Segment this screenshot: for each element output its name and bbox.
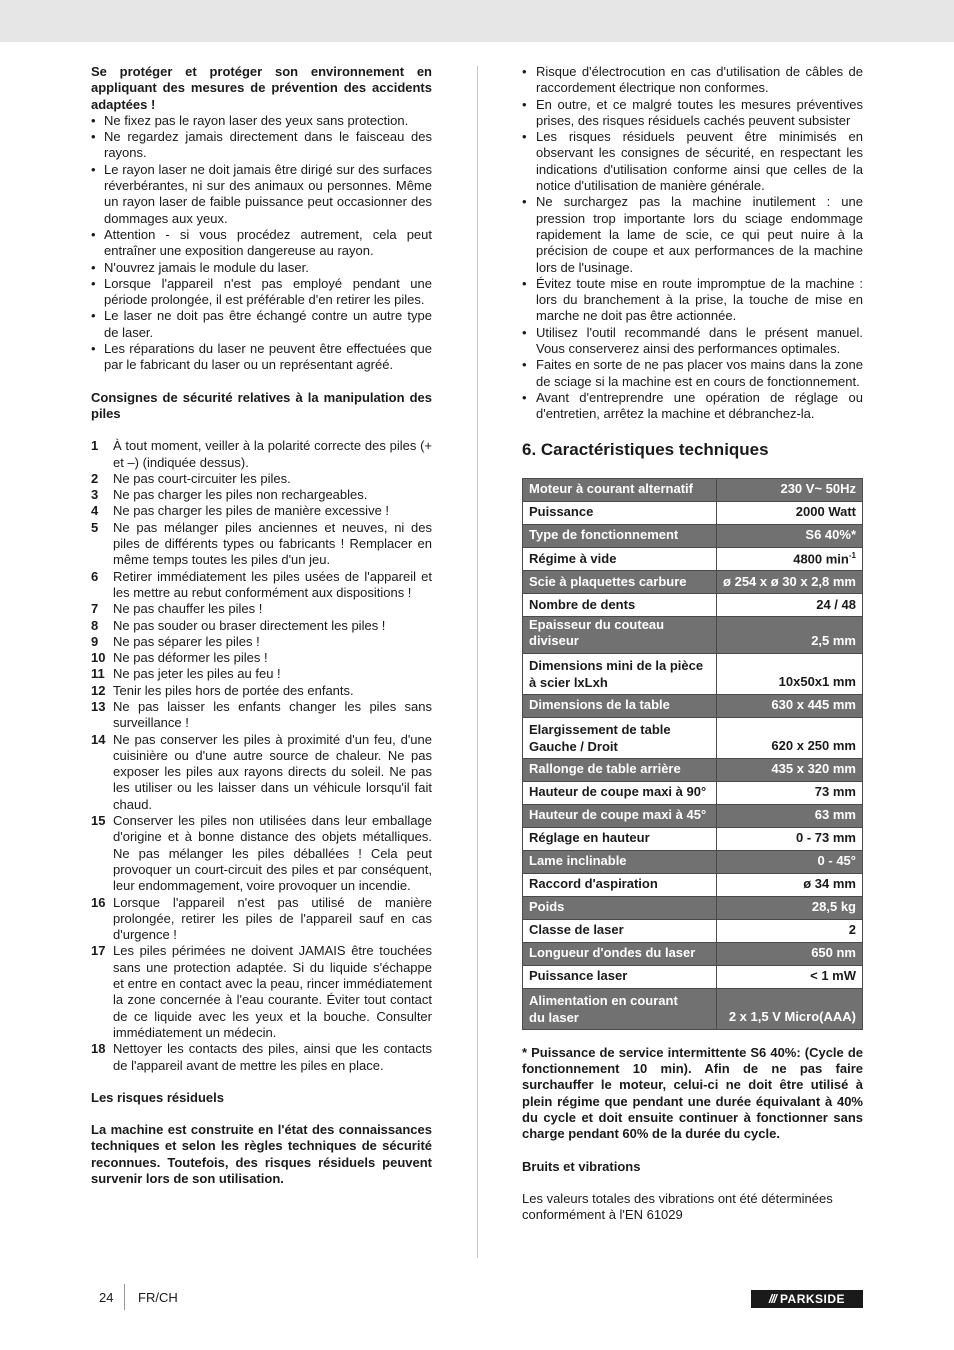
list-item <box>91 699 432 732</box>
logo-slashes: /// <box>768 1292 776 1306</box>
table-row <box>523 942 863 965</box>
list-item: • Ne surchargez pas la machine inutilement : une pression trop importante lors du sciage endommage rapidement la lame de scie, ce qui peut nuire à la précision de coupe et aux performances de la machine lors de l'usinage. <box>522 194 863 275</box>
spec-value <box>717 524 863 547</box>
spec-label-text: Dimensions mini de la pièce <box>529 657 704 673</box>
table-row <box>523 781 863 804</box>
spec-value <box>717 873 863 896</box>
item-text: Ne pas laisser les enfants changer les piles sans surveillance ! <box>113 698 432 731</box>
table-row <box>523 965 863 988</box>
table-row <box>523 988 863 1029</box>
noise-heading: Bruits et vibrations <box>522 1158 641 1174</box>
table-row <box>523 617 863 654</box>
item-number: 7 <box>91 601 99 617</box>
spec-value <box>717 965 863 988</box>
spec-label-text: Nombre de dents <box>529 596 636 612</box>
list-item <box>91 732 432 813</box>
table-row <box>523 717 863 758</box>
table-row <box>523 694 863 717</box>
spec-label <box>523 547 717 571</box>
item-text: Lorsque l'appareil n'est pas utilisé de manière prolongée, retirer les piles de l'appareil sauf en cas d'urgence ! <box>113 894 432 943</box>
spec-value-text: 24 / 48 <box>816 596 856 612</box>
spec-value <box>717 896 863 919</box>
list-item <box>91 438 432 471</box>
item-text: Les piles périmées ne doivent JAMAIS être touchées sans une protection adaptée. Si du liquide s'échappe et entre en contact avec la peau, rincer immédiatement la zone concernée à l'eau courante. Éviter tout contact de ce liquide avec les yeux et la bouche. Consulter immédiatement un médecin. <box>113 943 432 1040</box>
spec-label-text: Réglage en hauteur <box>529 830 650 846</box>
duty-cycle-footnote: * Puissance de service intermittente S6 40%: (Cycle de fonctionnement 10 min). Afin de ne pas faire surchauffer le moteur, celui-ci ne doit être utilisé à plein régime que pendant une durée équivalant à 40% du cycle et doit ensuite continuer à fonctionner sans charge pendant 60% de la durée du cycle. <box>522 1044 863 1142</box>
item-text: Ne pas charger les piles de manière excessive ! <box>113 503 390 519</box>
spec-value <box>717 594 863 617</box>
spec-label-text: Lame inclinable <box>529 853 627 869</box>
list-item: • Avant d'entreprendre une opération de réglage ou d'entretien, arrêtez la machine et débranchez-la. <box>522 390 863 423</box>
language-code: FR/CH <box>138 1290 178 1305</box>
spec-value <box>717 988 863 1029</box>
spec-label-text: Régime à vide <box>529 550 617 566</box>
intro-heading: Se protéger et protéger son environnement en appliquant des mesures de prévention des accidents adaptées ! <box>91 64 432 112</box>
list-item: • Risque d'électrocution en cas d'utilisation de câbles de raccordement électrique non conformes. <box>522 64 863 97</box>
spec-value-text: 0 - 73 mm <box>796 830 856 846</box>
item-text: Ne pas chauffer les piles ! <box>113 601 263 617</box>
item-number: 17 <box>91 943 106 959</box>
spec-label <box>523 988 717 1029</box>
battery-safety-list <box>91 438 432 1074</box>
spec-value-text: 2 x 1,5 V Micro(AAA) <box>728 1009 856 1025</box>
item-text: Ne pas jeter les piles au feu ! <box>113 666 281 682</box>
spec-label-text: Puissance laser <box>529 968 628 984</box>
item-text: À tout moment, veiller à la polarité correcte des piles (+ et –) (indiquée dessus). <box>113 438 432 470</box>
spec-label <box>523 827 717 850</box>
spec-label-text: à scier lxLxh <box>529 674 608 690</box>
spec-value <box>717 919 863 942</box>
table-row <box>523 571 863 594</box>
spec-label <box>523 478 717 501</box>
list-item <box>91 503 432 519</box>
parkside-logo <box>751 1290 863 1308</box>
list-item: • Évitez toute mise en route impromptue de la machine : lors du branchement à la prise, la touche de mise en marche ne doit pas être actionnée. <box>522 276 863 325</box>
table-row <box>523 478 863 501</box>
spec-value <box>717 717 863 758</box>
spec-value-text: 4800 min <box>793 550 849 566</box>
item-number: 4 <box>91 503 99 519</box>
list-item: • Ne fixez pas le rayon laser des yeux sans protection. <box>91 113 432 129</box>
spec-label <box>523 524 717 547</box>
spec-value-text: ø 254 x ø 30 x 2,8 mm <box>723 573 856 589</box>
spec-label-text: du laser <box>529 1009 579 1025</box>
table-row <box>523 501 863 524</box>
item-text: Nettoyer les contacts des piles, ainsi que les contacts de l'appareil avant de mettre les piles en place. <box>113 1041 432 1073</box>
table-row <box>523 594 863 617</box>
spec-value <box>717 758 863 781</box>
item-text: Ne pas court-circuiter les piles. <box>113 470 291 486</box>
spec-value <box>717 827 863 850</box>
spec-label-text: Puissance <box>529 504 594 520</box>
spec-value-exponent: -1 <box>848 550 856 560</box>
spec-label-text: Raccord d'aspiration <box>529 876 658 892</box>
table-row <box>523 653 863 694</box>
spec-label-text: Dimensions de la table <box>529 697 670 713</box>
spec-value-text: 435 x 320 mm <box>771 761 856 777</box>
list-item <box>91 1041 432 1074</box>
item-text: Conserver les piles non utilisées dans leur emballage d'origine et à bonne distance des objets métalliques. Ne pas mélanger les piles déballées ! Cela peut provoquer un court-circuit des piles et par conséquent, leur endommagement, voire provoquer un incendie. <box>113 813 432 894</box>
spec-value-text: 63 mm <box>814 807 856 823</box>
list-item: • En outre, et ce malgré toutes les mesures préventives prises, des risques résiduels cachés peuvent subsister <box>522 97 863 130</box>
item-text: Tenir les piles hors de portée des enfants. <box>113 682 354 698</box>
list-item <box>91 813 432 894</box>
item-number: 14 <box>91 731 106 747</box>
spec-label <box>523 501 717 524</box>
item-text: Ne pas déformer les piles ! <box>113 650 268 666</box>
item-number: 1 <box>91 438 99 454</box>
list-item: • Le rayon laser ne doit jamais être dirigé sur des surfaces réverbérantes, ni sur des animaux ou personnes. Même un rayon laser de faible puissance peut occasionner des dommages aux yeux. <box>91 162 432 227</box>
item-text: Ne pas conserver les piles à proximité d'un feu, d'une cuisinière ou d'une autre source de chaleur. Ne pas exposer les piles aux rayons directs du soleil. Ne pas les utiliser ou les laisser dans un véhicule lorsqu'il fait chaud. <box>113 731 432 812</box>
spec-value-text: < 1 mW <box>810 968 856 984</box>
table-row <box>523 804 863 827</box>
item-number: 18 <box>91 1041 106 1057</box>
spec-value <box>717 501 863 524</box>
item-number: 12 <box>91 682 106 698</box>
spec-label-text: Type de fonctionnement <box>529 527 679 543</box>
item-number: 15 <box>91 813 106 829</box>
spec-value-text: 2,5 mm <box>811 633 856 649</box>
spec-label-text: Elargissement de table <box>529 721 671 737</box>
footer-separator <box>124 1284 125 1310</box>
table-row <box>523 919 863 942</box>
spec-label <box>523 942 717 965</box>
list-item: • Les risques résiduels peuvent être minimisés en observant les consignes de sécurité, en respectant les indications d'utilisation conforme ainsi que celles de la notice d'utilisation de manière générale. <box>522 129 863 194</box>
spec-value-text: 230 V~ 50Hz <box>780 481 856 497</box>
spec-label-text: Poids <box>529 899 565 915</box>
list-item <box>91 601 432 617</box>
spec-label <box>523 919 717 942</box>
list-item <box>91 471 432 487</box>
spec-value <box>717 571 863 594</box>
spec-label <box>523 594 717 617</box>
spec-label <box>523 694 717 717</box>
spec-value-text: ø 34 mm <box>803 876 856 892</box>
spec-value-text: 0 - 45° <box>817 853 856 869</box>
list-item <box>91 666 432 682</box>
list-item <box>91 683 432 699</box>
spec-label <box>523 873 717 896</box>
spec-value <box>717 850 863 873</box>
right-column <box>522 64 863 1223</box>
laser-safety-list <box>91 113 432 374</box>
spec-label <box>523 571 717 594</box>
item-number: 11 <box>91 666 105 682</box>
list-item: • Attention - si vous procédez autrement, cela peut entraîner une exposition dangereuse au rayon. <box>91 227 432 260</box>
section-title: 6. Caractéristiques techniques <box>522 439 769 459</box>
column-divider <box>477 66 478 1258</box>
table-row <box>523 758 863 781</box>
spec-label-text: Classe de laser <box>529 922 624 938</box>
spec-label-text: Longueur d'ondes du laser <box>529 945 696 961</box>
list-item: • Lorsque l'appareil n'est pas employé pendant une période prolongée, il est préférable d'en retirer les piles. <box>91 276 432 309</box>
spec-label-text: Hauteur de coupe maxi à 90° <box>529 784 707 800</box>
spec-label <box>523 850 717 873</box>
list-item <box>91 634 432 650</box>
item-number: 13 <box>91 698 106 714</box>
spec-value <box>717 942 863 965</box>
battery-heading: Consignes de sécurité relatives à la manipulation des piles <box>91 389 432 421</box>
spec-label <box>523 617 717 654</box>
list-item: • Utilisez l'outil recommandé dans le présent manuel. Vous conserverez ainsi des performances optimales. <box>522 325 863 358</box>
spec-value-text: 630 x 445 mm <box>771 697 856 713</box>
spec-label <box>523 758 717 781</box>
list-item: • Ne regardez jamais directement dans le faisceau des rayons. <box>91 129 432 162</box>
item-number: 3 <box>91 487 99 503</box>
spec-label <box>523 804 717 827</box>
item-text: Ne pas souder ou braser directement les piles ! <box>113 617 386 633</box>
residual-heading: Les risques résiduels <box>91 1089 224 1105</box>
page-number: 24 <box>99 1290 114 1305</box>
list-item: • Les réparations du laser ne peuvent être effectuées que par le fabricant du laser ou un représentant agréé. <box>91 341 432 374</box>
list-item <box>91 487 432 503</box>
noise-text: Les valeurs totales des vibrations ont été déterminées conformément à l'EN 61029 <box>522 1190 833 1223</box>
list-item <box>91 650 432 666</box>
residual-risk-list <box>522 64 863 423</box>
spec-value <box>717 617 863 654</box>
table-row <box>523 850 863 873</box>
item-number: 16 <box>91 894 106 910</box>
list-item: • Faites en sorte de ne pas placer vos mains dans la zone de sciage si la machine est en cours de fonctionnement. <box>522 357 863 390</box>
residual-intro: La machine est construite en l'état des connaissances techniques et selon les règles techniques de sécurité reconnues. Toutefois, des risques résiduels peuvent survenir lors de son utilisation. <box>91 1122 432 1186</box>
list-item <box>91 520 432 569</box>
item-number: 2 <box>91 470 99 486</box>
list-item <box>91 943 432 1041</box>
item-number: 5 <box>91 519 99 535</box>
list-item <box>91 618 432 634</box>
spec-value <box>717 547 863 571</box>
logo-text: PARKSIDE <box>779 1292 846 1306</box>
table-row <box>523 524 863 547</box>
list-item: • N'ouvrez jamais le module du laser. <box>91 260 432 276</box>
spec-value-text: 2000 Watt <box>795 504 856 520</box>
table-row <box>523 873 863 896</box>
spec-table <box>522 478 863 1030</box>
item-number: 8 <box>91 617 99 633</box>
table-row <box>523 896 863 919</box>
spec-label-text: Moteur à courant alternatif <box>529 481 693 497</box>
spec-label <box>523 896 717 919</box>
table-row <box>523 827 863 850</box>
spec-label-text: Scie à plaquettes carbure <box>529 573 687 589</box>
item-text: Ne pas séparer les piles ! <box>113 633 260 649</box>
spec-value-text: 73 mm <box>814 784 856 800</box>
spec-label <box>523 653 717 694</box>
spec-value <box>717 804 863 827</box>
item-number: 10 <box>91 650 106 666</box>
item-number: 6 <box>91 568 99 584</box>
list-item <box>91 895 432 944</box>
spec-value-text: 2 <box>848 922 856 938</box>
spec-label <box>523 717 717 758</box>
spec-label-text: Hauteur de coupe maxi à 45° <box>529 807 707 823</box>
spec-value-text: 10x50x1 mm <box>778 674 856 690</box>
item-text: Ne pas mélanger piles anciennes et neuves, ni des piles de différents types ou fabricants ! Remplacer en même temps toutes les piles d'un jeu. <box>113 519 432 568</box>
spec-label <box>523 965 717 988</box>
item-number: 9 <box>91 633 99 649</box>
spec-value <box>717 478 863 501</box>
spec-label-text: Epaisseur du couteau diviseur <box>529 617 665 649</box>
spec-value-text: 28,5 kg <box>811 899 856 915</box>
item-text: Ne pas charger les piles non rechargeables. <box>113 487 368 503</box>
spec-value <box>717 694 863 717</box>
spec-value-text: 620 x 250 mm <box>771 738 856 754</box>
item-text: Retirer immédiatement les piles usées de l'appareil et les mettre au rebut conformément aux dispositions ! <box>113 568 432 600</box>
top-band <box>0 0 954 42</box>
spec-value <box>717 781 863 804</box>
spec-value-text: S6 40%* <box>805 527 856 543</box>
spec-label <box>523 781 717 804</box>
spec-label-text: Alimentation en courant <box>529 992 678 1008</box>
spec-value <box>717 653 863 694</box>
spec-value-text: 650 nm <box>811 945 856 961</box>
spec-label-text: Rallonge de table arrière <box>529 761 681 777</box>
list-item: • Le laser ne doit pas être échangé contre un autre type de laser. <box>91 308 432 341</box>
spec-label-text: Gauche / Droit <box>529 738 618 754</box>
list-item <box>91 569 432 602</box>
left-column <box>91 64 432 1187</box>
table-row <box>523 547 863 571</box>
